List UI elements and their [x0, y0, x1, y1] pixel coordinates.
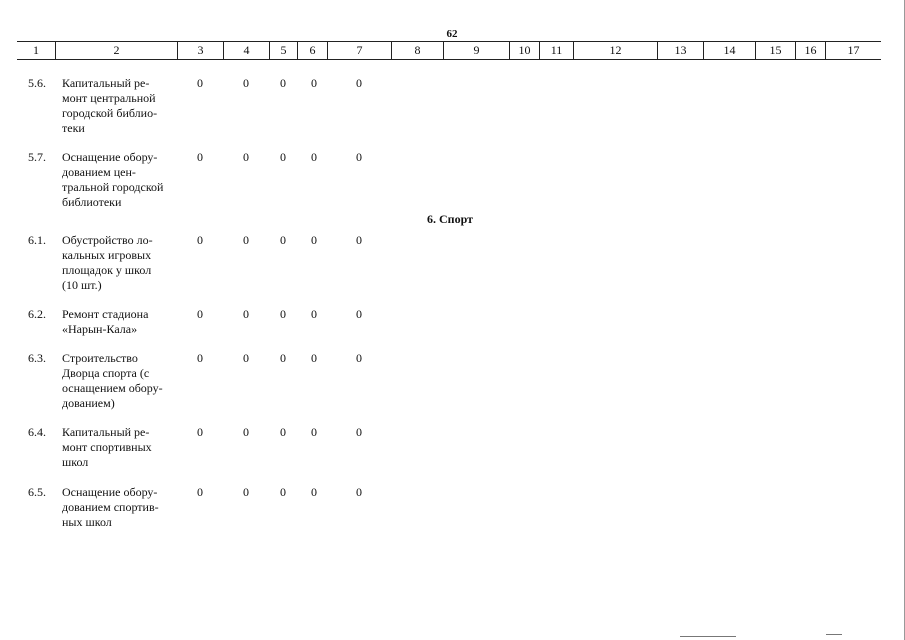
value-col-6: 0 [311, 485, 317, 499]
column-header: 15 [755, 42, 795, 59]
row-number: 6.2. [28, 307, 46, 321]
value-col-3: 0 [197, 233, 203, 247]
value-col-4: 0 [243, 351, 249, 365]
value-col-7: 0 [356, 233, 362, 247]
value-col-6: 0 [311, 351, 317, 365]
column-header: 7 [327, 42, 391, 59]
row-number: 6.5. [28, 485, 46, 499]
page-number: 62 [446, 28, 458, 40]
value-col-3: 0 [197, 150, 203, 164]
value-col-3: 0 [197, 307, 203, 321]
column-header: 11 [539, 42, 573, 59]
column-header: 16 [795, 42, 825, 59]
row-number: 5.7. [28, 150, 46, 164]
row-number: 6.1. [28, 233, 46, 247]
column-header: 3 [177, 42, 223, 59]
row-number: 6.4. [28, 425, 46, 439]
value-col-7: 0 [356, 485, 362, 499]
row-name: Капитальный ре- монт спортивных школ [62, 425, 152, 469]
scan-mark [680, 636, 736, 637]
row-name: Оснащение обору- дованием цен- тральной городской библиотеки [62, 150, 164, 209]
value-col-3: 0 [197, 425, 203, 439]
value-col-3: 0 [197, 76, 203, 90]
value-col-3: 0 [197, 485, 203, 499]
value-col-5: 0 [280, 307, 286, 321]
table-header-row [17, 41, 881, 60]
value-col-5: 0 [280, 425, 286, 439]
column-header: 6 [297, 42, 327, 59]
column-header: 2 [55, 42, 177, 59]
row-name: Ремонт стадиона «Нарын-Кала» [62, 307, 149, 336]
value-col-7: 0 [356, 150, 362, 164]
column-header: 9 [443, 42, 509, 59]
value-col-4: 0 [243, 425, 249, 439]
row-number: 6.3. [28, 351, 46, 365]
value-col-5: 0 [280, 76, 286, 90]
column-header: 8 [391, 42, 443, 59]
value-col-6: 0 [311, 425, 317, 439]
value-col-5: 0 [280, 150, 286, 164]
value-col-5: 0 [280, 485, 286, 499]
column-header: 10 [509, 42, 539, 59]
value-col-4: 0 [243, 76, 249, 90]
value-col-6: 0 [311, 150, 317, 164]
column-header: 12 [573, 42, 657, 59]
column-header: 13 [657, 42, 703, 59]
value-col-7: 0 [356, 307, 362, 321]
row-name: Обустройство ло- кальных игровых площадок у школ (10 шт.) [62, 233, 153, 292]
value-col-7: 0 [356, 76, 362, 90]
value-col-4: 0 [243, 233, 249, 247]
value-col-5: 0 [280, 351, 286, 365]
row-name: Капитальный ре- монт центральной городской библио- теки [62, 76, 158, 135]
value-col-7: 0 [356, 425, 362, 439]
column-header: 17 [825, 42, 881, 59]
column-header: 4 [223, 42, 269, 59]
value-col-6: 0 [311, 76, 317, 90]
row-name: Оснащение обору- дованием спортив- ных школ [62, 485, 159, 529]
row-name: Строительство Дворца спорта (с оснащением обору- дованием) [62, 351, 163, 410]
value-col-6: 0 [311, 307, 317, 321]
section-heading: 6. Спорт [427, 212, 473, 226]
column-header: 14 [703, 42, 755, 59]
value-col-4: 0 [243, 307, 249, 321]
column-header: 5 [269, 42, 297, 59]
value-col-6: 0 [311, 233, 317, 247]
column-header: 1 [33, 43, 39, 57]
value-col-4: 0 [243, 150, 249, 164]
value-col-4: 0 [243, 485, 249, 499]
scan-mark [826, 634, 842, 635]
row-number: 5.6. [28, 76, 46, 90]
value-col-3: 0 [197, 351, 203, 365]
value-col-5: 0 [280, 233, 286, 247]
value-col-7: 0 [356, 351, 362, 365]
